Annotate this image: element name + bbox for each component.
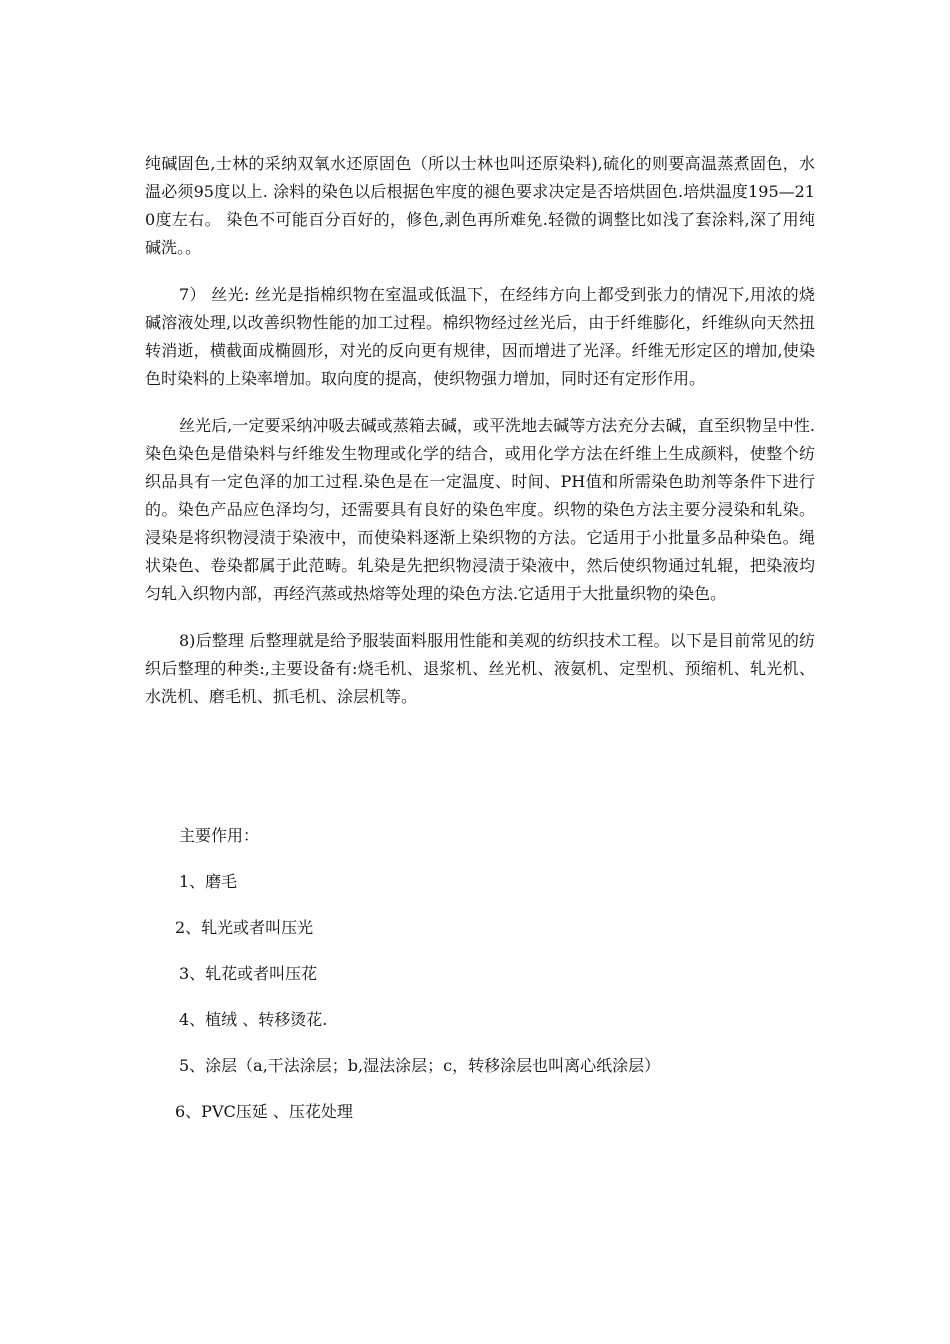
list-item: 3、轧花或者叫压花 xyxy=(179,964,318,983)
paragraph-fixation: 纯碱固色,士林的采纳双氧水还原固色（所以士林也叫还原染料),硫化的则要高温蒸煮固色，水温必须95度以上. 涂料的染色以后根据色牢度的褪色要求决定是否培烘固色.培烘温度195—210度左右。 染色不可能百分百好的，修色,剥色再所难免.轻微的调整比如浅了套涂料,深了用纯碱洗。。 xyxy=(145,154,815,257)
paragraph-finishing: 8)后整理 后整理就是给予服装面料服用性能和美观的纺织技术工程。以下是目前常见的纺织后整理的种类:,主要设备有:烧毛机、退浆机、丝光机、液氨机、定型机、预缩机、轧光机、水洗机、磨毛机、抓毛机、涂层机等。 xyxy=(145,631,815,706)
list-item: 5、涂层（a,干法涂层；b,湿法涂层；c，转移涂层也叫离心纸涂层） xyxy=(179,1056,661,1075)
paragraph-dyeing: 丝光后,一定要采纳冲吸去碱或蒸箱去碱，或平洗地去碱等方法充分去碱，直至织物呈中性. 染色染色是借染料与纤维发生物理或化学的结合，或用化学方法在纤维上生成颜料，使整个纺织品具有一定色泽的加工过程.染色是在一定温度、时间、PH值和所需染色助剂等条件下进行的。染色产品应色泽均匀，还需要具有良好的染色牢度。织物的染色方法主要分浸染和轧染。浸染是将织物浸渍于染液中，而使染料逐渐上染织物的方法。它适用于小批量多品种染色。绳状染色、卷染都属于此范畴。轧染是先把织物浸渍于染液中，然后使织物通过轧辊，把染液均匀轧入织物内部，再经汽蒸或热熔等处理的染色方法.它适用于大批量织物的染色。 xyxy=(145,416,815,603)
list-item: 1、磨毛 xyxy=(179,872,238,891)
paragraph-mercerizing: 7） 丝光: 丝光是指棉织物在室温或低温下，在经纬方向上都受到张力的情况下,用浓的烧碱溶液处理,以改善织物性能的加工过程。棉织物经过丝光后，由于纤维膨化，纤维纵向天然扭转消逝，横截面成椭圆形，对光的反向更有规律，因而增进了光泽。纤维无形定区的增加,使染色时染料的上染率增加。取向度的提高，使织物强力增加，同时还有定形作用。 xyxy=(145,285,815,388)
document-body xyxy=(145,150,815,730)
main-functions-list xyxy=(145,822,815,1144)
list-item: 2、轧光或者叫压光 xyxy=(175,918,314,937)
list-heading: 主要作用： xyxy=(179,826,260,845)
list-item: 6、PVC压延 、压花处理 xyxy=(175,1102,353,1121)
list-item: 4、植绒 、转移烫花. xyxy=(179,1010,328,1029)
